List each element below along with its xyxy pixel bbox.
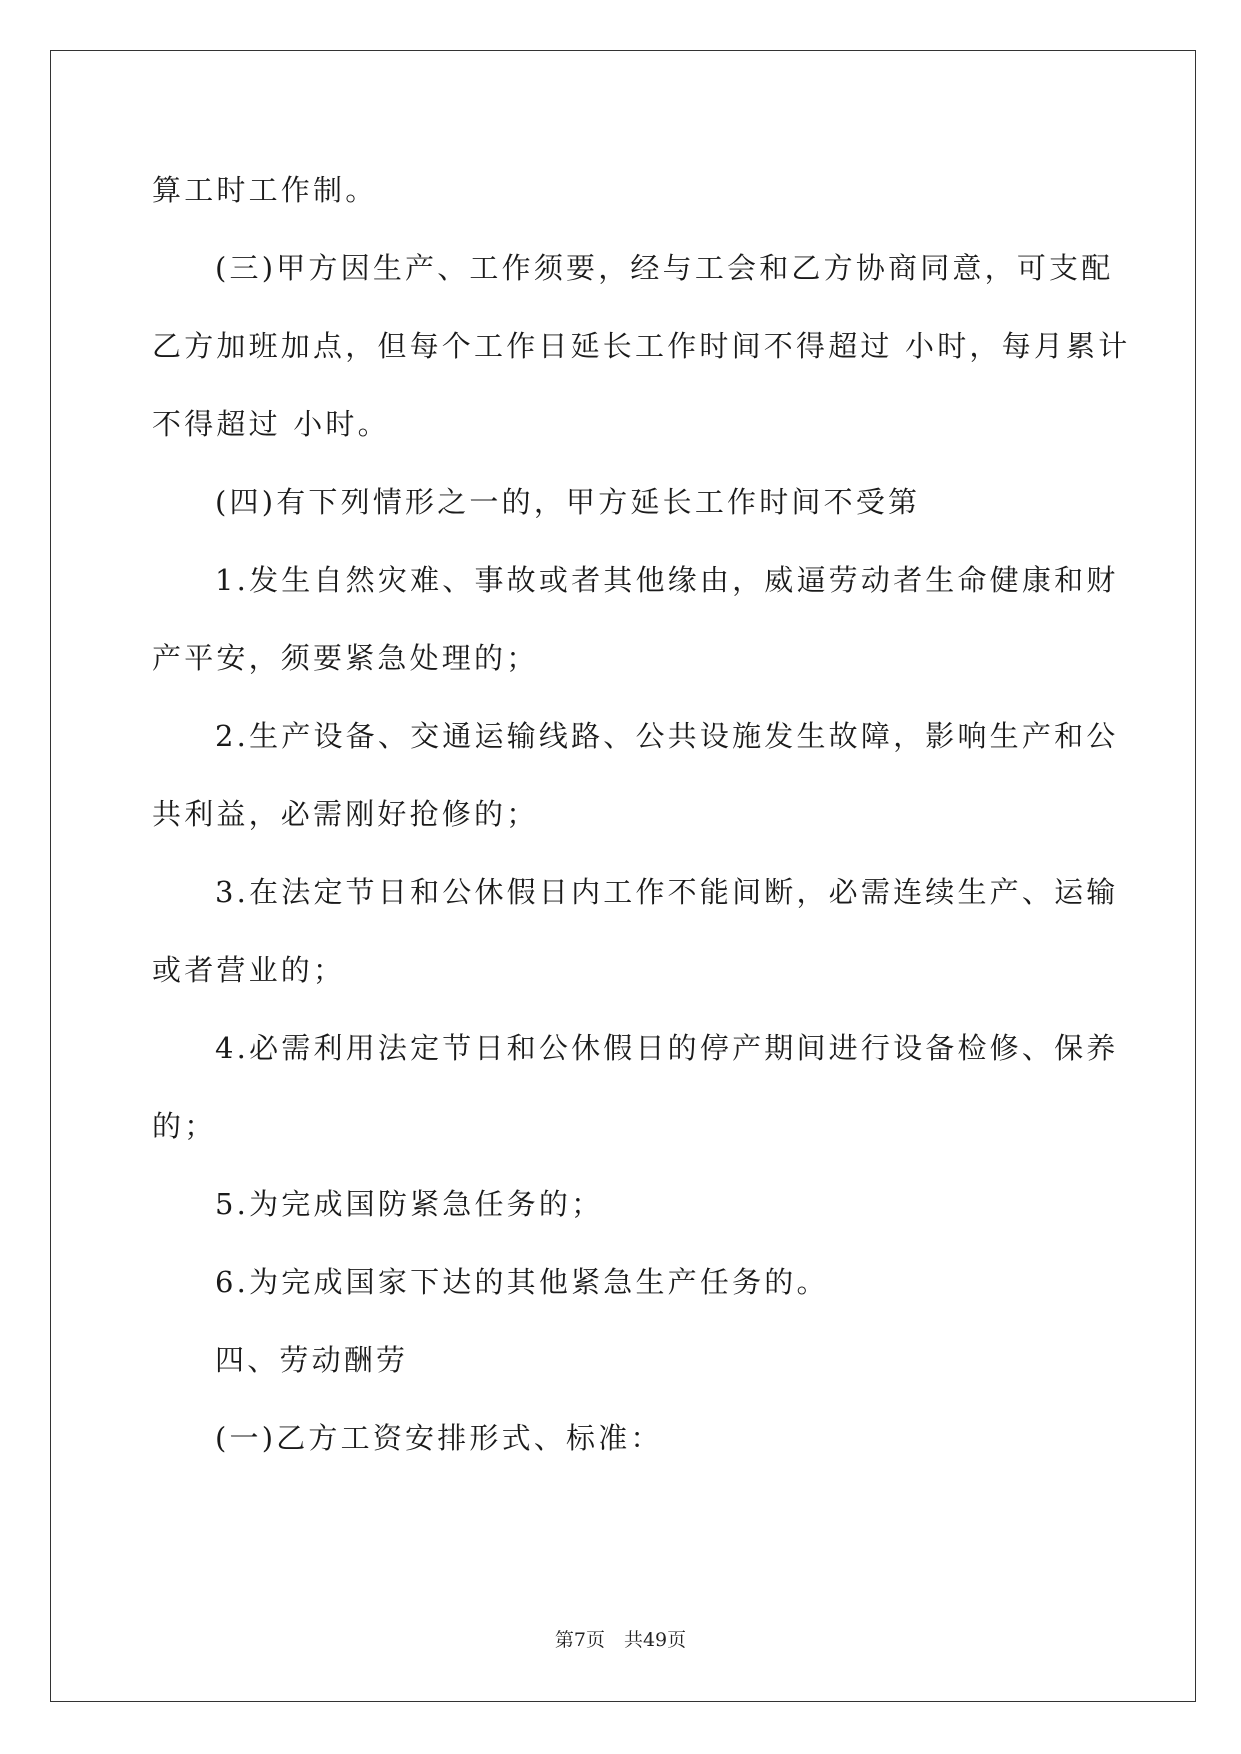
text-line-1: 算工时工作制。: [152, 173, 378, 207]
text-line-15: 6.为完成国家下达的其他紧急生产任务的。: [215, 1265, 829, 1299]
text-line-14: 5.为完成国防紧急任务的；: [215, 1187, 604, 1221]
text-line-4: 不得超过 小时。: [152, 407, 390, 441]
text-line-13: 的；: [152, 1109, 217, 1143]
text-line-9: 共利益，必需刚好抢修的；: [152, 797, 539, 831]
text-line-2: (三)甲方因生产、工作须要，经与工会和乙方协商同意，可支配: [215, 251, 1114, 285]
text-line-10: 3.在法定节日和公休假日内工作不能间断，必需连续生产、运输: [215, 875, 1119, 909]
text-line-17: (一)乙方工资安排形式、标准：: [215, 1421, 663, 1455]
text-line-12: 4.必需利用法定节日和公休假日的停产期间进行设备检修、保养: [215, 1031, 1119, 1065]
text-line-7: 产平安，须要紧急处理的；: [152, 641, 539, 675]
text-line-3: 乙方加班加点，但每个工作日延长工作时间不得超过 小时，每月累计: [152, 329, 1131, 363]
text-line-11: 或者营业的；: [152, 953, 346, 987]
text-line-16: 四、劳动酬劳: [215, 1343, 409, 1377]
text-line-6: 1.发生自然灾难、事故或者其他缘由，威逼劳动者生命健康和财: [215, 563, 1119, 597]
text-line-8: 2.生产设备、交通运输线路、公共设施发生故障，影响生产和公: [215, 719, 1119, 753]
text-line-5: (四)有下列情形之一的，甲方延长工作时间不受第: [215, 485, 921, 519]
page-number-footer: 第7页 共49页: [554, 1629, 687, 1651]
